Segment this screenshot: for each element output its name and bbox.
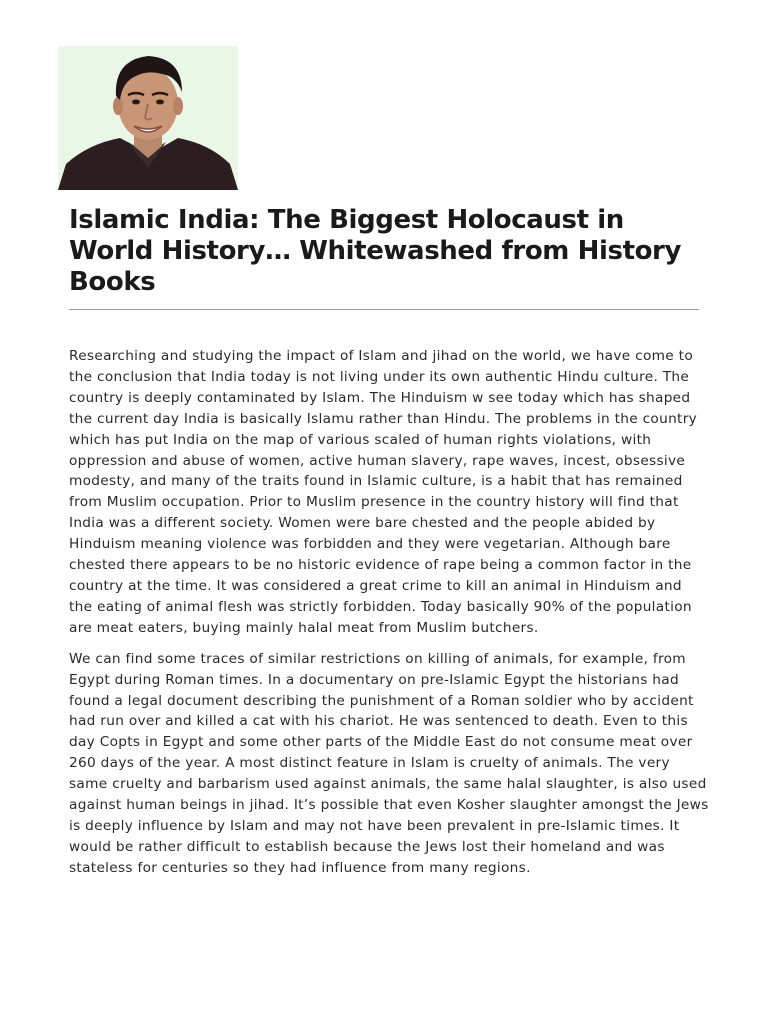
article-title: Islamic India: The Biggest Holocaust in World History… Whitewashed from History Books [69,205,682,297]
paragraph: We can find some traces of similar restrictions on killing of animals, for example, from Egypt during Roman times. In a documentary on pre-Islamic Egypt the historians had found a legal document describing the punishment of a Roman soldier who by accident had run over and killed a cat with his chariot. He was sentenced to death. Even to this day Copts in Egypt and some other parts of the Middle East do not consume meat over 260 days of the year. A most distinct feature in Islam is cruelty of animals. The very same cruelty and barbarism used against animals, the same halal slaughter, is also used against human beings in jihad. It’s possible that even Kosher slaughter amongst the Jews is deeply influence by Islam and may not have been prevalent in pre-Islamic times. It would be rather difficult to establish because the Jews lost their homeland and was stateless for centuries so they had influence from many regions. [69,650,709,876]
person-portrait-icon [58,46,238,190]
paragraph: Researching and studying the impact of Islam and jihad on the world, we have come to the conclusion that India today is not living under its own authentic Hindu culture. The country is deeply contaminated by Islam. The Hinduism w see today which has shaped the current day India is basically Islamu rather than Hindu. The problems in the country which has put India on the map of various scaled of human rights violations, with oppression and abuse of women, active human slavery, rape waves, incest, obsessive modesty, and many of the traits found in Islamic culture, is a habit that has remained from Muslim occupation. Prior to Muslim presence in the country history will find that India was a different society. Women were bare chested and the people abided by Hinduism meaning violence was forbidden and they were vegetarian. Although bare chested there appears to be no historic evidence of rape being a common factor in the country at the time. It was considered a great crime to kill an animal in Hinduism and the eating of animal flesh was strictly forbidden. Today basically 90% of the population are meat eaters, buying mainly halal meat from Muslim butchers. [69,348,698,636]
author-photo [58,46,238,190]
article-body [69,346,709,889]
title-divider [69,309,699,310]
